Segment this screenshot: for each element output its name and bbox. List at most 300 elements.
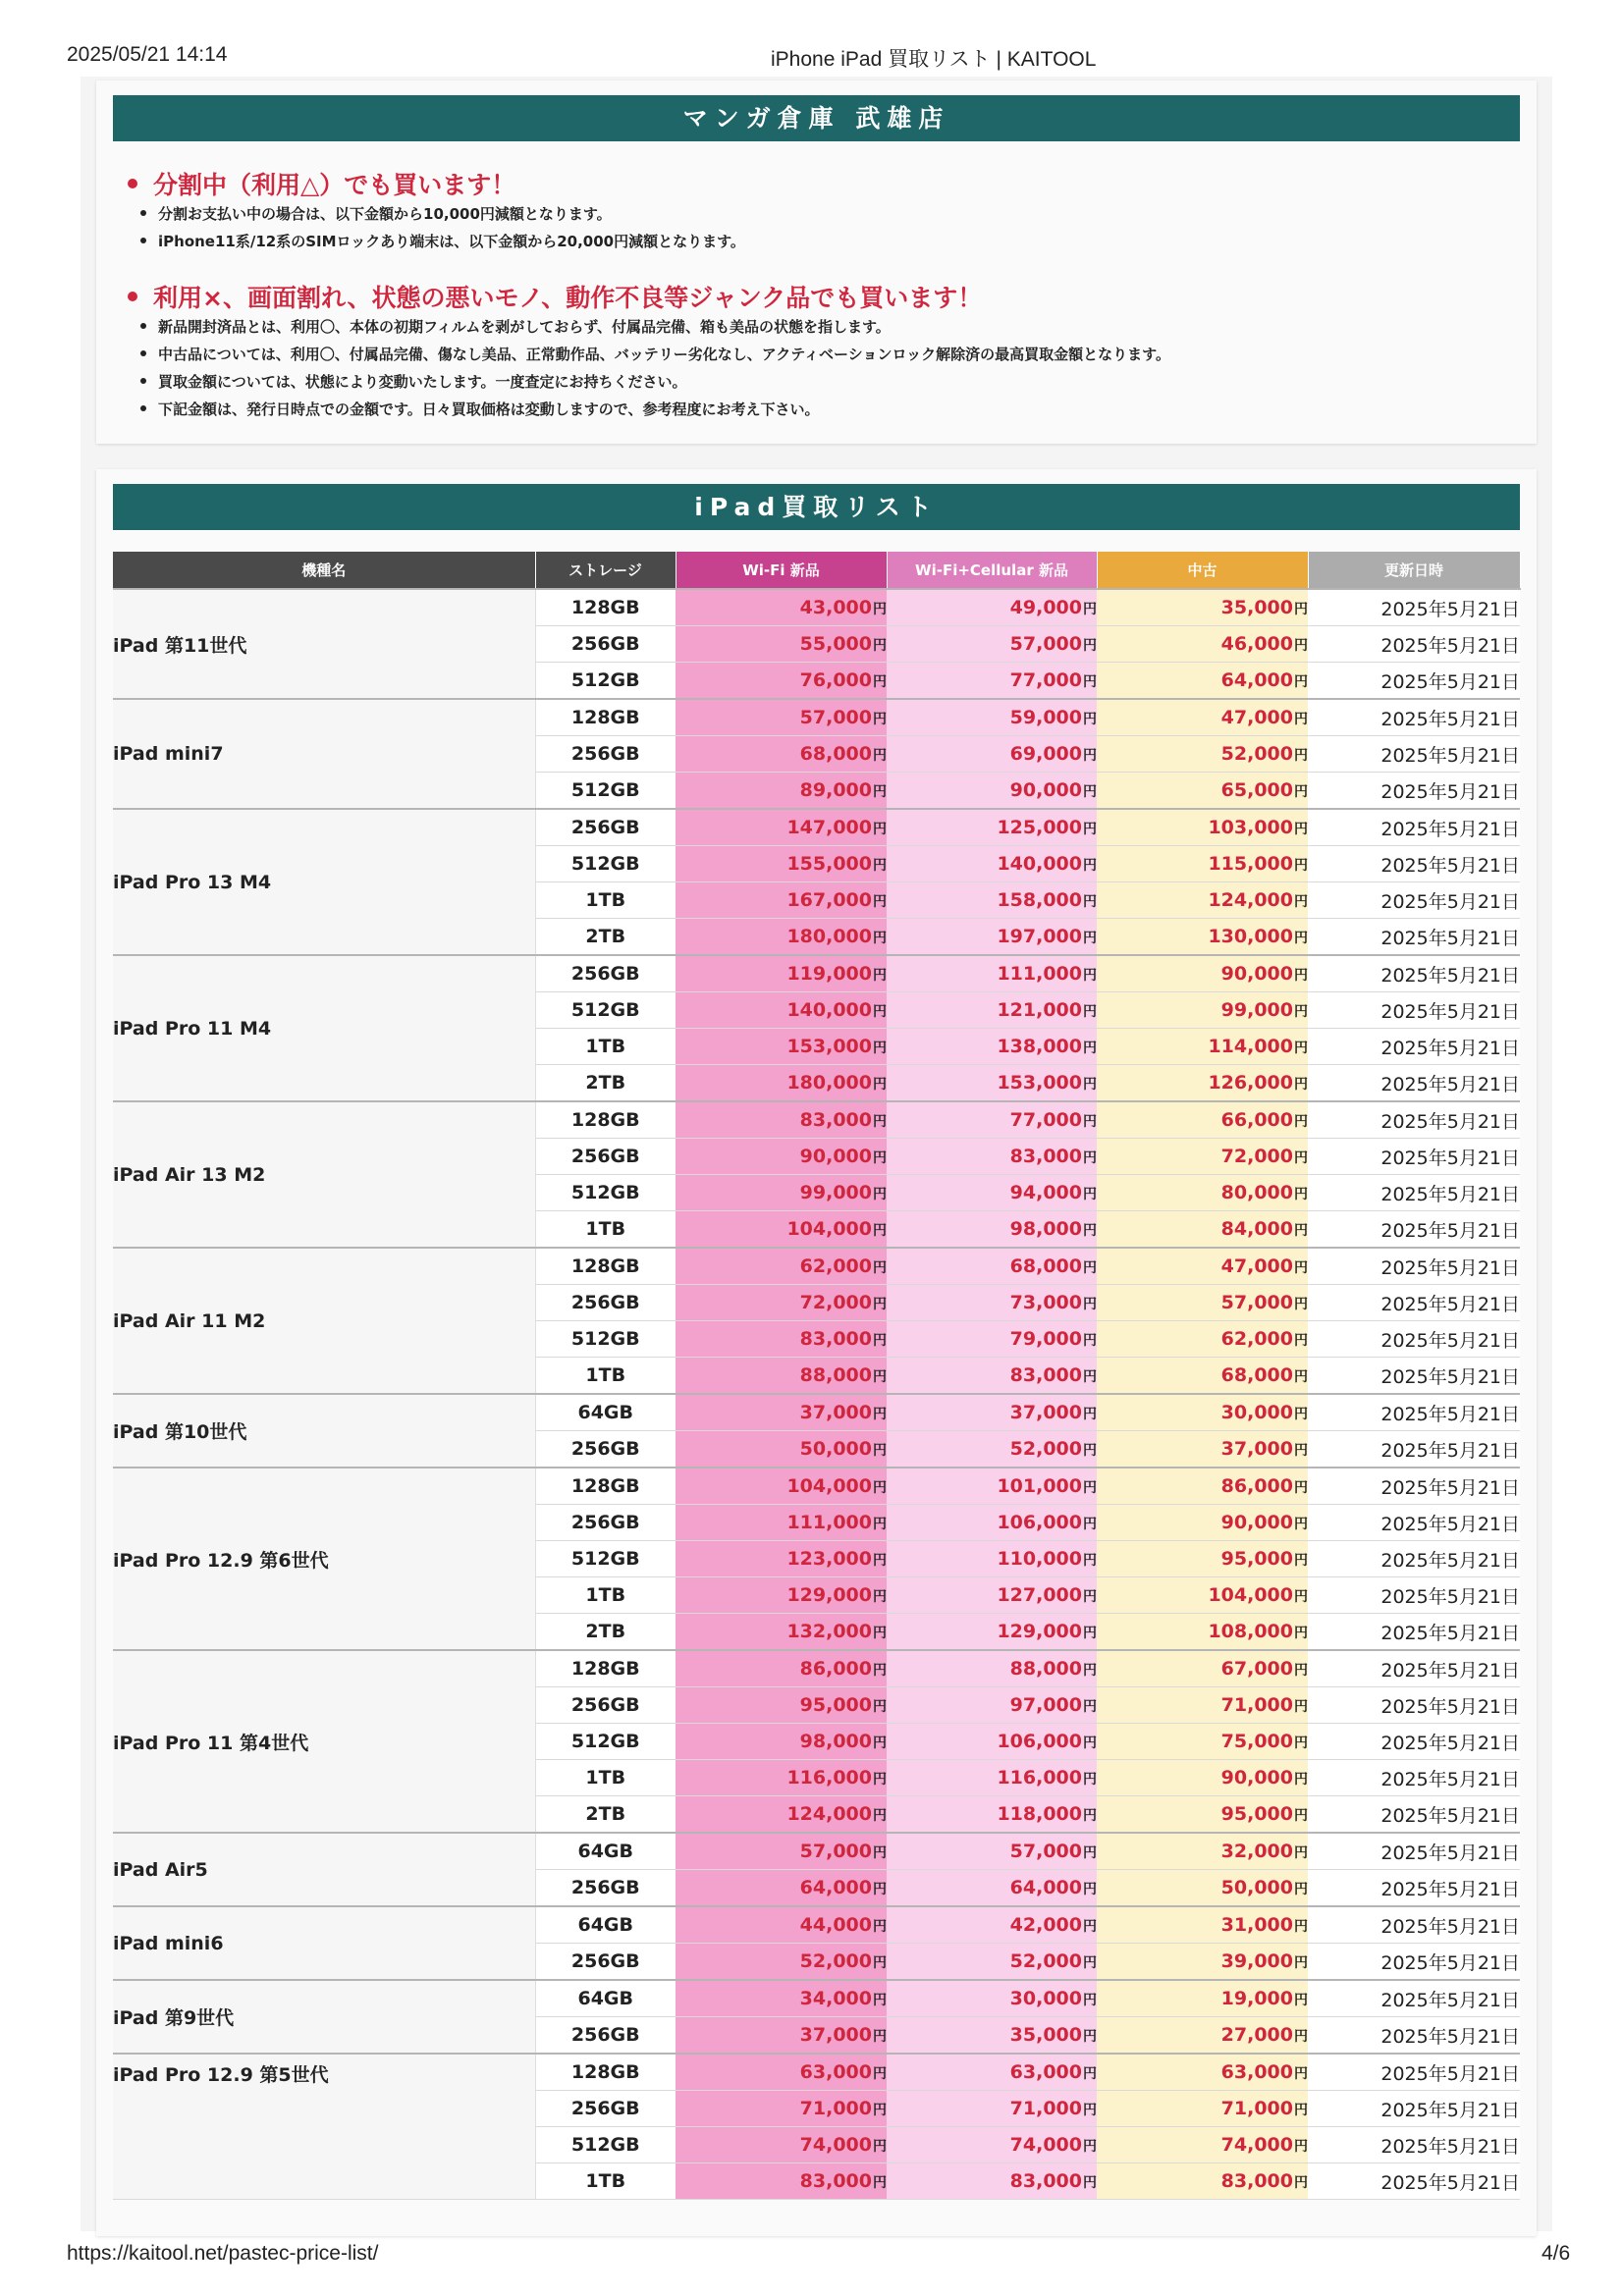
print-url: https://kaitool.net/pastec-price-list/ — [67, 2242, 379, 2265]
price-wifi-cell — [676, 663, 887, 700]
price-cellular-cell — [887, 1029, 1097, 1065]
updated-date-cell-value: 2025年5月21日 — [1380, 1513, 1520, 1535]
currency-unit: 円 — [873, 1369, 887, 1385]
currency-unit: 円 — [1083, 2103, 1097, 2118]
updated-date-cell — [1308, 1101, 1520, 1139]
updated-date-cell — [1308, 846, 1520, 882]
storage-cell — [535, 2163, 676, 2200]
currency-unit: 円 — [1294, 674, 1308, 690]
updated-date-cell — [1308, 626, 1520, 663]
model-name: iPad Pro 11 第4世代 — [113, 1650, 535, 1833]
price-cellular-cell — [887, 955, 1097, 992]
updated-date-cell — [1308, 955, 1520, 992]
table-row — [113, 955, 1520, 992]
storage-cell — [535, 736, 676, 773]
currency-unit: 円 — [1083, 1626, 1097, 1641]
price-wifi-cell-value: 83,000 — [799, 1328, 872, 1350]
currency-unit: 円 — [1083, 1150, 1097, 1166]
storage-cell — [535, 1431, 676, 1468]
price-cellular-cell-value: 77,000 — [1009, 1109, 1082, 1131]
storage-cell — [535, 773, 676, 810]
price-wifi-cell — [676, 1505, 887, 1541]
price-wifi-cell-value: 72,000 — [799, 1292, 872, 1313]
price-cellular-cell — [887, 1944, 1097, 1981]
section-title-text: 分割中（利用△）でも買います！ — [153, 171, 516, 199]
updated-date-cell-value: 2025年5月21日 — [1380, 1219, 1520, 1242]
updated-date-cell-value: 2025年5月21日 — [1380, 1732, 1520, 1754]
price-wifi-cell-value: 52,000 — [799, 1950, 872, 1972]
price-used-cell-value: 72,000 — [1220, 1146, 1293, 1167]
updated-date-cell-value: 2025年5月21日 — [1380, 1000, 1520, 1023]
currency-unit: 円 — [1294, 1223, 1308, 1239]
price-wifi-cell — [676, 1101, 887, 1139]
price-used-cell-value: 39,000 — [1220, 1950, 1293, 1972]
currency-unit: 円 — [1083, 2139, 1097, 2155]
updated-date-cell — [1308, 1321, 1520, 1358]
price-used-cell-value: 95,000 — [1220, 1803, 1293, 1825]
updated-date-cell — [1308, 1431, 1520, 1468]
storage-cell-value: 128GB — [570, 1109, 640, 1131]
price-wifi-cell — [676, 1285, 887, 1321]
storage-cell — [535, 992, 676, 1029]
price-wifi-cell — [676, 1650, 887, 1687]
price-table-body — [113, 589, 1520, 2200]
updated-date-cell — [1308, 1468, 1520, 1505]
currency-unit: 円 — [873, 1919, 887, 1935]
storage-cell-value: 128GB — [570, 707, 640, 728]
currency-unit: 円 — [1294, 2175, 1308, 2191]
storage-cell-value: 2TB — [585, 1072, 626, 1094]
price-cellular-cell — [887, 1248, 1097, 1285]
bullet-dot — [128, 292, 137, 301]
table-row — [113, 1650, 1520, 1687]
updated-date-cell — [1308, 1870, 1520, 1907]
updated-date-cell — [1308, 773, 1520, 810]
price-cellular-cell-value: 83,000 — [1009, 1146, 1082, 1167]
updated-date-cell-value: 2025年5月21日 — [1380, 2062, 1520, 2085]
price-wifi-cell-value: 167,000 — [786, 889, 872, 911]
price-cellular-cell-value: 52,000 — [1009, 1950, 1082, 1972]
currency-unit: 円 — [1083, 1663, 1097, 1679]
note-text: 買取金額については、状態により変動いたします。一度査定にお持ちください。 — [158, 373, 687, 391]
price-used-cell — [1097, 626, 1308, 663]
price-wifi-cell-value: 104,000 — [786, 1218, 872, 1240]
price-cellular-cell — [887, 1139, 1097, 1175]
price-used-cell-value: 104,000 — [1208, 1584, 1293, 1606]
model-name: iPad Air 11 M2 — [113, 1248, 535, 1394]
storage-cell — [535, 626, 676, 663]
price-wifi-cell — [676, 882, 887, 919]
currency-unit: 円 — [873, 1407, 887, 1422]
currency-unit: 円 — [1294, 1260, 1308, 1276]
currency-unit: 円 — [873, 1663, 887, 1679]
price-used-cell-value: 103,000 — [1208, 817, 1293, 838]
updated-date-cell-value: 2025年5月21日 — [1380, 1915, 1520, 1938]
table-row — [113, 699, 1520, 736]
updated-date-cell-value: 2025年5月21日 — [1380, 1878, 1520, 1900]
price-used-cell-value: 52,000 — [1220, 743, 1293, 765]
price-used-cell — [1097, 2163, 1308, 2200]
price-used-cell-value: 47,000 — [1220, 1255, 1293, 1277]
model-name: iPad Pro 12.9 第5世代 — [113, 2054, 535, 2200]
price-cellular-cell — [887, 1760, 1097, 1796]
currency-unit: 円 — [873, 1553, 887, 1569]
price-cellular-cell — [887, 1175, 1097, 1211]
price-wifi-cell-value: 37,000 — [799, 1402, 872, 1423]
updated-date-cell — [1308, 736, 1520, 773]
price-cellular-cell — [887, 626, 1097, 663]
currency-unit: 円 — [873, 602, 887, 617]
price-cellular-cell — [887, 846, 1097, 882]
currency-unit: 円 — [1294, 1407, 1308, 1422]
price-used-cell — [1097, 992, 1308, 1029]
price-wifi-cell-value: 111,000 — [786, 1512, 872, 1533]
storage-cell-value: 256GB — [570, 1292, 640, 1313]
price-used-cell-value: 74,000 — [1220, 2134, 1293, 2156]
price-wifi-cell-value: 95,000 — [799, 1694, 872, 1716]
currency-unit: 円 — [1083, 1297, 1097, 1312]
header-storage: ストレージ — [535, 552, 676, 589]
storage-cell-value: 256GB — [570, 963, 640, 985]
updated-date-cell — [1308, 663, 1520, 700]
updated-date-cell-value: 2025年5月21日 — [1380, 2135, 1520, 2158]
price-used-cell — [1097, 1906, 1308, 1944]
price-wifi-cell — [676, 1394, 887, 1431]
currency-unit: 円 — [873, 1004, 887, 1020]
price-cellular-cell-value: 79,000 — [1009, 1328, 1082, 1350]
updated-date-cell — [1308, 2091, 1520, 2127]
price-wifi-cell-value: 140,000 — [786, 999, 872, 1021]
updated-date-cell-value: 2025年5月21日 — [1380, 1842, 1520, 1864]
price-cellular-cell — [887, 1431, 1097, 1468]
currency-unit: 円 — [873, 1077, 887, 1093]
currency-unit: 円 — [873, 1735, 887, 1751]
price-cellular-cell — [887, 919, 1097, 956]
storage-cell-value: 256GB — [570, 1438, 640, 1460]
price-used-cell-value: 75,000 — [1220, 1731, 1293, 1752]
currency-unit: 円 — [1083, 1553, 1097, 1569]
updated-date-cell — [1308, 1906, 1520, 1944]
storage-cell-value: 512GB — [570, 2134, 640, 2156]
price-cellular-cell — [887, 2017, 1097, 2055]
price-wifi-cell-value: 71,000 — [799, 2098, 872, 2119]
storage-cell-value: 128GB — [570, 2061, 640, 2083]
table-row — [113, 2054, 1520, 2091]
currency-unit: 円 — [873, 674, 887, 690]
header-used: 中古 — [1097, 552, 1308, 589]
price-wifi-cell — [676, 1211, 887, 1249]
price-wifi-cell — [676, 809, 887, 846]
price-used-cell — [1097, 1248, 1308, 1285]
model-name: iPad mini7 — [113, 699, 535, 809]
currency-unit: 円 — [1294, 2066, 1308, 2082]
currency-unit: 円 — [1294, 2029, 1308, 2045]
updated-date-cell-value: 2025年5月21日 — [1380, 1256, 1520, 1279]
currency-unit: 円 — [1294, 1517, 1308, 1532]
price-wifi-cell-value: 34,000 — [799, 1988, 872, 2009]
price-wifi-cell-value: 147,000 — [786, 817, 872, 838]
price-cellular-cell — [887, 1980, 1097, 2017]
updated-date-cell — [1308, 1285, 1520, 1321]
note-text: iPhone11系/12系のSIMロックあり端末は、以下金額から20,000円減額となります。 — [158, 233, 745, 250]
table-row — [113, 1394, 1520, 1431]
storage-cell — [535, 2054, 676, 2091]
currency-unit: 円 — [873, 784, 887, 800]
price-used-cell-value: 115,000 — [1208, 853, 1293, 875]
currency-unit: 円 — [1294, 1993, 1308, 2008]
price-cellular-cell-value: 83,000 — [1009, 2170, 1082, 2192]
price-wifi-cell-value: 129,000 — [786, 1584, 872, 1606]
currency-unit: 円 — [1083, 1260, 1097, 1276]
currency-unit: 円 — [873, 748, 887, 764]
price-cellular-cell-value: 52,000 — [1009, 1438, 1082, 1460]
currency-unit: 円 — [1083, 712, 1097, 727]
price-used-cell — [1097, 1650, 1308, 1687]
model-name: iPad mini6 — [113, 1906, 535, 1980]
note-text: 新品開封済品とは、利用〇、本体の初期フィルムを剥がしておらず、付属品完備、箱も美品の状態を指します。 — [158, 318, 891, 336]
storage-cell — [535, 1211, 676, 1249]
storage-cell — [535, 882, 676, 919]
updated-date-cell-value: 2025年5月21日 — [1380, 1439, 1520, 1462]
storage-cell-value: 256GB — [570, 2024, 640, 2046]
price-cellular-cell — [887, 2163, 1097, 2200]
price-cellular-cell-value: 49,000 — [1009, 597, 1082, 618]
model-name: iPad 第9世代 — [113, 1980, 535, 2054]
price-used-cell — [1097, 1394, 1308, 1431]
currency-unit: 円 — [1083, 1589, 1097, 1605]
note-text: 中古品については、利用〇、付属品完備、傷なし美品、正常動作品、バッテリー劣化なし、アクティベーションロック解除済の最高買取金額となります。 — [158, 346, 1170, 363]
currency-unit: 円 — [1294, 748, 1308, 764]
price-cellular-cell — [887, 1211, 1097, 1249]
storage-cell-value: 512GB — [570, 669, 640, 691]
currency-unit: 円 — [1294, 2139, 1308, 2155]
table-row — [113, 1468, 1520, 1505]
price-used-cell — [1097, 809, 1308, 846]
updated-date-cell-value: 2025年5月21日 — [1380, 2099, 1520, 2121]
updated-date-cell — [1308, 2127, 1520, 2163]
currency-unit: 円 — [873, 1260, 887, 1276]
price-used-cell — [1097, 1175, 1308, 1211]
currency-unit: 円 — [873, 1808, 887, 1824]
price-wifi-cell — [676, 2054, 887, 2091]
storage-cell — [535, 1724, 676, 1760]
price-used-cell-value: 27,000 — [1220, 2024, 1293, 2046]
price-cellular-cell-value: 73,000 — [1009, 1292, 1082, 1313]
model-name: iPad Air 13 M2 — [113, 1101, 535, 1248]
price-cellular-cell-value: 74,000 — [1009, 2134, 1082, 2156]
storage-cell-value: 512GB — [570, 853, 640, 875]
storage-cell — [535, 1175, 676, 1211]
price-used-cell — [1097, 2054, 1308, 2091]
storage-cell — [535, 1870, 676, 1907]
updated-date-cell-value: 2025年5月21日 — [1380, 964, 1520, 987]
model-name: iPad 第11世代 — [113, 589, 535, 699]
price-cellular-cell — [887, 1541, 1097, 1577]
currency-unit: 円 — [1294, 822, 1308, 837]
price-wifi-cell-value: 132,000 — [786, 1621, 872, 1642]
table-header-row — [113, 552, 1520, 589]
currency-unit: 円 — [1083, 674, 1097, 690]
price-cellular-cell — [887, 882, 1097, 919]
currency-unit: 円 — [1294, 1772, 1308, 1788]
currency-unit: 円 — [873, 1150, 887, 1166]
price-used-cell — [1097, 882, 1308, 919]
table-row — [113, 1980, 1520, 2017]
price-wifi-cell — [676, 2163, 887, 2200]
currency-unit: 円 — [1294, 894, 1308, 910]
storage-cell — [535, 1796, 676, 1834]
updated-date-cell — [1308, 1358, 1520, 1395]
price-wifi-cell — [676, 736, 887, 773]
price-wifi-cell-value: 86,000 — [799, 1658, 872, 1680]
model-name: iPad Pro 12.9 第6世代 — [113, 1468, 535, 1650]
price-cellular-cell-value: 57,000 — [1009, 633, 1082, 655]
currency-unit: 円 — [1294, 1297, 1308, 1312]
storage-cell — [535, 1505, 676, 1541]
storage-cell — [535, 809, 676, 846]
price-cellular-cell — [887, 2054, 1097, 2091]
header-wifi-new: Wi-Fi 新品 — [676, 552, 887, 589]
price-cellular-cell — [887, 1833, 1097, 1870]
price-cellular-cell — [887, 773, 1097, 810]
price-wifi-cell — [676, 1175, 887, 1211]
price-wifi-cell — [676, 626, 887, 663]
currency-unit: 円 — [873, 1699, 887, 1715]
currency-unit: 円 — [1294, 2103, 1308, 2118]
price-wifi-cell-value: 83,000 — [799, 1109, 872, 1131]
note-item — [140, 313, 1170, 341]
price-cellular-cell — [887, 736, 1097, 773]
storage-cell-value: 256GB — [570, 1694, 640, 1716]
currency-unit: 円 — [1294, 931, 1308, 946]
updated-date-cell-value: 2025年5月21日 — [1380, 634, 1520, 657]
bullet-dot — [140, 323, 146, 329]
price-wifi-cell-value: 57,000 — [799, 1841, 872, 1862]
price-wifi-cell — [676, 1687, 887, 1724]
price-used-cell-value: 46,000 — [1220, 633, 1293, 655]
price-wifi-cell-value: 180,000 — [786, 926, 872, 947]
price-used-cell — [1097, 1944, 1308, 1981]
currency-unit: 円 — [1083, 2175, 1097, 2191]
updated-date-cell-value: 2025年5月21日 — [1380, 890, 1520, 913]
price-wifi-cell-value: 98,000 — [799, 1731, 872, 1752]
price-cellular-cell-value: 158,000 — [997, 889, 1082, 911]
updated-date-cell — [1308, 1065, 1520, 1102]
updated-date-cell — [1308, 1760, 1520, 1796]
storage-cell-value: 512GB — [570, 1731, 640, 1752]
currency-unit: 円 — [1294, 1333, 1308, 1349]
currency-unit: 円 — [873, 1955, 887, 1971]
price-cellular-cell-value: 42,000 — [1009, 1914, 1082, 1936]
storage-cell — [535, 1394, 676, 1431]
currency-unit: 円 — [1294, 1150, 1308, 1166]
price-wifi-cell — [676, 1577, 887, 1614]
price-cellular-cell — [887, 1065, 1097, 1102]
price-wifi-cell — [676, 1065, 887, 1102]
price-used-cell — [1097, 1724, 1308, 1760]
price-cellular-cell-value: 37,000 — [1009, 1402, 1082, 1423]
currency-unit: 円 — [1294, 1004, 1308, 1020]
storage-cell — [535, 663, 676, 700]
storage-cell — [535, 1065, 676, 1102]
storage-cell-value: 1TB — [585, 1036, 626, 1057]
price-used-cell — [1097, 919, 1308, 956]
price-used-cell-value: 19,000 — [1220, 1988, 1293, 2009]
price-used-cell-value: 90,000 — [1220, 1512, 1293, 1533]
price-used-cell — [1097, 1029, 1308, 1065]
price-wifi-cell-value: 104,000 — [786, 1475, 872, 1497]
price-cellular-cell-value: 30,000 — [1009, 1988, 1082, 2009]
currency-unit: 円 — [873, 2139, 887, 2155]
price-cellular-cell-value: 71,000 — [1009, 2098, 1082, 2119]
price-used-cell-value: 95,000 — [1220, 1548, 1293, 1570]
price-used-cell-value: 30,000 — [1220, 1402, 1293, 1423]
currency-unit: 円 — [1294, 602, 1308, 617]
junk-notes — [140, 313, 1170, 423]
price-used-cell — [1097, 589, 1308, 626]
price-cellular-cell-value: 153,000 — [997, 1072, 1082, 1094]
table-row — [113, 589, 1520, 626]
price-wifi-cell-value: 123,000 — [786, 1548, 872, 1570]
price-wifi-cell-value: 63,000 — [799, 2061, 872, 2083]
price-used-cell — [1097, 1468, 1308, 1505]
updated-date-cell — [1308, 1211, 1520, 1249]
updated-date-cell — [1308, 1650, 1520, 1687]
currency-unit: 円 — [873, 2066, 887, 2082]
currency-unit: 円 — [1083, 1041, 1097, 1056]
updated-date-cell — [1308, 1394, 1520, 1431]
storage-cell — [535, 1101, 676, 1139]
updated-date-cell-value: 2025年5月21日 — [1380, 1951, 1520, 1974]
price-cellular-cell-value: 129,000 — [997, 1621, 1082, 1642]
bullet-dot — [140, 210, 146, 216]
storage-cell-value: 256GB — [570, 743, 640, 765]
price-used-cell — [1097, 1358, 1308, 1395]
price-cellular-cell-value: 57,000 — [1009, 1841, 1082, 1862]
updated-date-cell-value: 2025年5月21日 — [1380, 1659, 1520, 1682]
price-used-cell — [1097, 1139, 1308, 1175]
storage-cell — [535, 1650, 676, 1687]
updated-date-cell — [1308, 2054, 1520, 2091]
storage-cell — [535, 2017, 676, 2055]
storage-cell-value: 512GB — [570, 999, 640, 1021]
price-wifi-cell — [676, 2127, 887, 2163]
storage-cell-value: 128GB — [570, 1658, 640, 1680]
note-text: 分割お支払い中の場合は、以下金額から10,000円減額となります。 — [158, 205, 612, 223]
price-cellular-cell — [887, 1101, 1097, 1139]
currency-unit: 円 — [873, 1041, 887, 1056]
currency-unit: 円 — [1294, 858, 1308, 874]
price-cellular-cell-value: 97,000 — [1009, 1694, 1082, 1716]
updated-date-cell-value: 2025年5月21日 — [1380, 598, 1520, 620]
storage-cell — [535, 1944, 676, 1981]
table-row — [113, 1101, 1520, 1139]
storage-cell — [535, 699, 676, 736]
price-used-cell — [1097, 1760, 1308, 1796]
price-cellular-cell-value: 118,000 — [997, 1803, 1082, 1825]
currency-unit: 円 — [1083, 1480, 1097, 1496]
ipad-list-banner: iPad買取リスト — [113, 484, 1520, 530]
price-wifi-cell — [676, 1248, 887, 1285]
price-used-cell-value: 84,000 — [1220, 1218, 1293, 1240]
price-used-cell — [1097, 1796, 1308, 1834]
updated-date-cell-value: 2025年5月21日 — [1380, 1622, 1520, 1644]
price-cellular-cell — [887, 1468, 1097, 1505]
updated-date-cell-value: 2025年5月21日 — [1380, 1403, 1520, 1425]
updated-date-cell-value: 2025年5月21日 — [1380, 2025, 1520, 2048]
price-cellular-cell — [887, 1906, 1097, 1944]
currency-unit: 円 — [1083, 1223, 1097, 1239]
